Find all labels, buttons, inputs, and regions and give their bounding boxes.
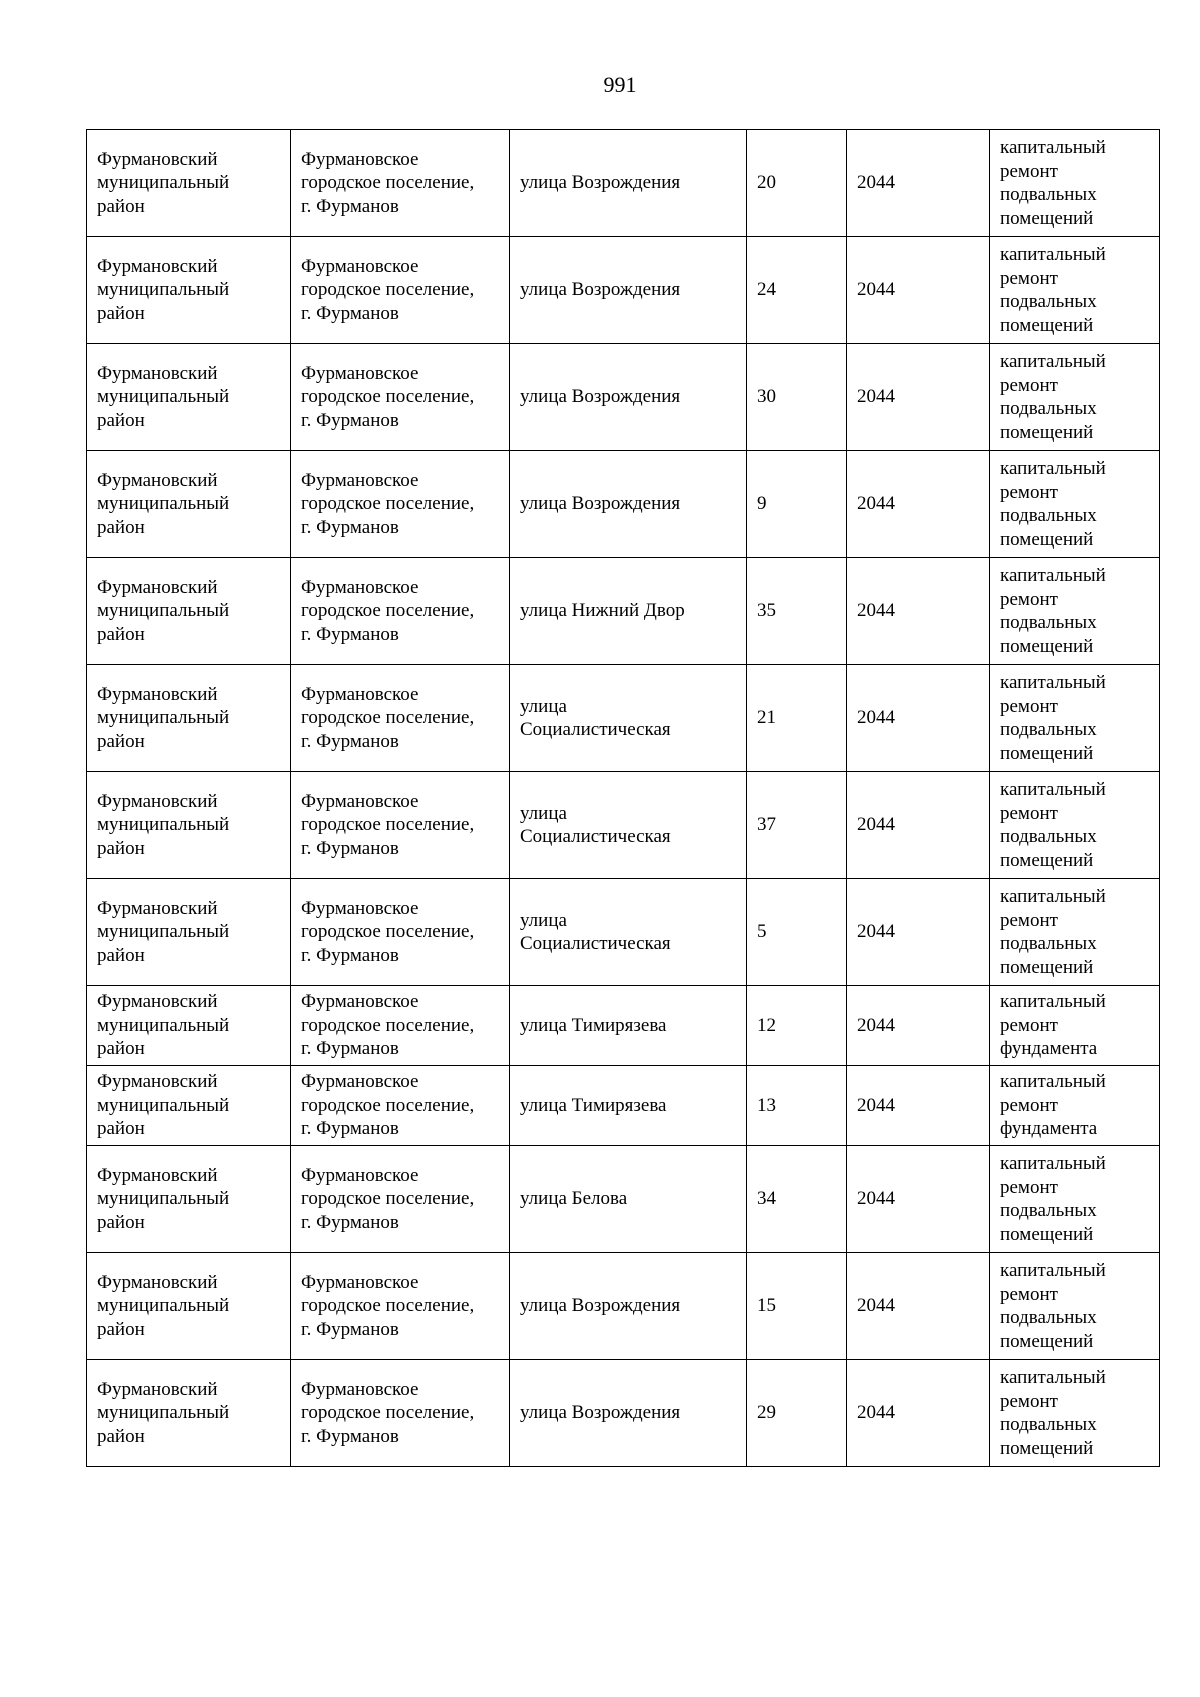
- year-cell: 2044: [847, 451, 990, 558]
- table-row: [87, 1360, 1160, 1467]
- district-cell: Фурмановский муниципальный район: [87, 1066, 291, 1146]
- work-type-cell: капитальный ремонт подвальных помещений: [990, 558, 1160, 665]
- street-cell: улица Возрождения: [510, 237, 747, 344]
- table-row: [87, 344, 1160, 451]
- street-cell: улица Тимирязева: [510, 986, 747, 1066]
- house-number-cell: 37: [747, 772, 847, 879]
- work-type-cell: капитальный ремонт фундамента: [990, 1066, 1160, 1146]
- district-cell: Фурмановский муниципальный район: [87, 772, 291, 879]
- district-cell: Фурмановский муниципальный район: [87, 237, 291, 344]
- house-number-cell: 15: [747, 1253, 847, 1360]
- work-type-cell: капитальный ремонт подвальных помещений: [990, 1360, 1160, 1467]
- district-cell: Фурмановский муниципальный район: [87, 344, 291, 451]
- settlement-cell: Фурмановское городское поселение, г. Фурманов: [291, 1066, 510, 1146]
- year-cell: 2044: [847, 1146, 990, 1253]
- work-type-cell: капитальный ремонт подвальных помещений: [990, 665, 1160, 772]
- work-type-cell: капитальный ремонт подвальных помещений: [990, 772, 1160, 879]
- settlement-cell: Фурмановское городское поселение, г. Фурманов: [291, 1146, 510, 1253]
- street-cell: улица Белова: [510, 1146, 747, 1253]
- settlement-cell: Фурмановское городское поселение, г. Фурманов: [291, 986, 510, 1066]
- house-number-cell: 9: [747, 451, 847, 558]
- settlement-cell: Фурмановское городское поселение, г. Фурманов: [291, 665, 510, 772]
- work-type-cell: капитальный ремонт подвальных помещений: [990, 451, 1160, 558]
- house-number-cell: 34: [747, 1146, 847, 1253]
- table-row: [87, 1253, 1160, 1360]
- street-cell: улица Возрождения: [510, 130, 747, 237]
- house-number-cell: 5: [747, 879, 847, 986]
- street-cell: улица Возрождения: [510, 1253, 747, 1360]
- table-row: [87, 130, 1160, 237]
- district-cell: Фурмановский муниципальный район: [87, 879, 291, 986]
- settlement-cell: Фурмановское городское поселение, г. Фурманов: [291, 772, 510, 879]
- street-cell: улица Социалистическая: [510, 665, 747, 772]
- year-cell: 2044: [847, 1360, 990, 1467]
- table-row: [87, 451, 1160, 558]
- table-body: [87, 130, 1160, 1467]
- work-type-cell: капитальный ремонт подвальных помещений: [990, 1146, 1160, 1253]
- settlement-cell: Фурмановское городское поселение, г. Фурманов: [291, 1253, 510, 1360]
- table-row: [87, 1066, 1160, 1146]
- year-cell: 2044: [847, 344, 990, 451]
- settlement-cell: Фурмановское городское поселение, г. Фурманов: [291, 237, 510, 344]
- house-number-cell: 12: [747, 986, 847, 1066]
- district-cell: Фурмановский муниципальный район: [87, 130, 291, 237]
- year-cell: 2044: [847, 665, 990, 772]
- work-type-cell: капитальный ремонт фундамента: [990, 986, 1160, 1066]
- year-cell: 2044: [847, 1066, 990, 1146]
- settlement-cell: Фурмановское городское поселение, г. Фурманов: [291, 344, 510, 451]
- district-cell: Фурмановский муниципальный район: [87, 1146, 291, 1253]
- work-type-cell: капитальный ремонт подвальных помещений: [990, 879, 1160, 986]
- work-type-cell: капитальный ремонт подвальных помещений: [990, 1253, 1160, 1360]
- table-row: [87, 665, 1160, 772]
- table-row: [87, 772, 1160, 879]
- table-row: [87, 1146, 1160, 1253]
- house-number-cell: 30: [747, 344, 847, 451]
- street-cell: улица Социалистическая: [510, 772, 747, 879]
- settlement-cell: Фурмановское городское поселение, г. Фурманов: [291, 879, 510, 986]
- settlement-cell: Фурмановское городское поселение, г. Фурманов: [291, 130, 510, 237]
- street-cell: улица Тимирязева: [510, 1066, 747, 1146]
- work-type-cell: капитальный ремонт подвальных помещений: [990, 344, 1160, 451]
- table-row: [87, 237, 1160, 344]
- repair-schedule-table: [86, 129, 1160, 1467]
- district-cell: Фурмановский муниципальный район: [87, 451, 291, 558]
- house-number-cell: 13: [747, 1066, 847, 1146]
- house-number-cell: 35: [747, 558, 847, 665]
- street-cell: улица Возрождения: [510, 344, 747, 451]
- year-cell: 2044: [847, 237, 990, 344]
- table-row: [87, 558, 1160, 665]
- year-cell: 2044: [847, 879, 990, 986]
- street-cell: улица Возрождения: [510, 1360, 747, 1467]
- district-cell: Фурмановский муниципальный район: [87, 1253, 291, 1360]
- page-number: 991: [603, 72, 637, 97]
- district-cell: Фурмановский муниципальный район: [87, 665, 291, 772]
- district-cell: Фурмановский муниципальный район: [87, 558, 291, 665]
- work-type-cell: капитальный ремонт подвальных помещений: [990, 237, 1160, 344]
- year-cell: 2044: [847, 1253, 990, 1360]
- house-number-cell: 21: [747, 665, 847, 772]
- year-cell: 2044: [847, 986, 990, 1066]
- table-row: [87, 879, 1160, 986]
- house-number-cell: 20: [747, 130, 847, 237]
- district-cell: Фурмановский муниципальный район: [87, 986, 291, 1066]
- settlement-cell: Фурмановское городское поселение, г. Фурманов: [291, 558, 510, 665]
- house-number-cell: 24: [747, 237, 847, 344]
- street-cell: улица Социалистическая: [510, 879, 747, 986]
- street-cell: улица Нижний Двор: [510, 558, 747, 665]
- table-row: [87, 986, 1160, 1066]
- settlement-cell: Фурмановское городское поселение, г. Фурманов: [291, 1360, 510, 1467]
- district-cell: Фурмановский муниципальный район: [87, 1360, 291, 1467]
- year-cell: 2044: [847, 130, 990, 237]
- work-type-cell: капитальный ремонт подвальных помещений: [990, 130, 1160, 237]
- settlement-cell: Фурмановское городское поселение, г. Фурманов: [291, 451, 510, 558]
- year-cell: 2044: [847, 558, 990, 665]
- house-number-cell: 29: [747, 1360, 847, 1467]
- street-cell: улица Возрождения: [510, 451, 747, 558]
- year-cell: 2044: [847, 772, 990, 879]
